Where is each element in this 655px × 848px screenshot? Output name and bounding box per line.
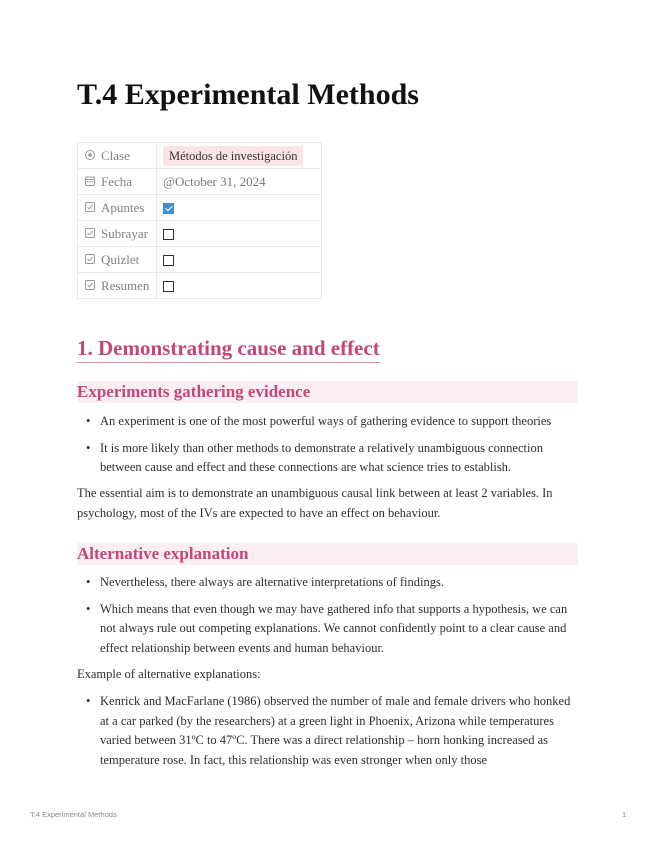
checkbox-property-icon (84, 279, 96, 291)
paragraph: Example of alternative explanations: (77, 667, 261, 681)
list-item: • An experiment is one of the most powerful ways of gathering evidence to support theories (77, 412, 578, 432)
property-row-apuntes (78, 195, 322, 221)
properties-table (77, 142, 322, 299)
fecha-value[interactable]: @October 31, 2024 (163, 173, 266, 189)
checkbox-property-icon (84, 253, 96, 265)
section-heading: 1. Demonstrating cause and effect (77, 336, 380, 363)
subrayar-checkbox[interactable] (163, 229, 174, 240)
list-item: • Which means that even though we may have gathered info that supports a hypothesis, we can not always rule out competing explanations. We cannot confidently point to a clear cause and effect relationship between events and human behaviour. (77, 600, 578, 659)
target-icon (84, 149, 96, 161)
property-label: Subrayar (101, 225, 148, 241)
calendar-icon (84, 175, 96, 187)
clase-tag[interactable]: Métodos de investigación (163, 146, 303, 166)
footer-title: T.4 Experimental Methods (30, 810, 117, 819)
checkbox-property-icon (84, 201, 96, 213)
property-label: Quizlet (101, 251, 140, 267)
list-item: • It is more likely than other methods to demonstrate a relatively unambiguous connection between cause and effect and these connections are what science tries to establish. (77, 439, 578, 478)
property-row-resumen (78, 273, 322, 299)
subheading-experiments: Experiments gathering evidence (77, 381, 578, 403)
property-label: Clase (101, 147, 130, 163)
resumen-checkbox[interactable] (163, 281, 174, 292)
bullet-list (77, 573, 578, 665)
page-number: 1 (622, 810, 627, 819)
page-title: T.4 Experimental Methods (77, 78, 419, 111)
paragraph: The essential aim is to demonstrate an unambiguous causal link between at least 2 variables. In psychology, most of the IVs are expected to have an effect on behaviour. (77, 486, 553, 520)
property-label: Resumen (101, 277, 150, 293)
subheading-alternative: Alternative explanation (77, 543, 578, 565)
property-label: Fecha (101, 173, 133, 189)
bullet-list (77, 412, 578, 485)
quizlet-checkbox[interactable] (163, 255, 174, 266)
property-label: Apuntes (101, 199, 145, 215)
apuntes-checkbox[interactable] (163, 203, 174, 214)
list-item: • Nevertheless, there always are alternative interpretations of findings. (77, 573, 578, 593)
property-row-fecha (78, 169, 322, 195)
property-row-quizlet (78, 247, 322, 273)
checkbox-property-icon (84, 227, 96, 239)
list-item: • Kenrick and MacFarlane (1986) observed the number of male and female drivers who honked at a car parked (by the researchers) at a green light in Phoenix, Arizona while temperatures varied between 31ºC to 47ºC. There was a direct relationship – horn honking increased as temperature rose. In fact, this relationship was even stronger when only those (77, 692, 578, 770)
property-row-subrayar (78, 221, 322, 247)
bullet-list (77, 692, 578, 777)
property-row-clase (78, 143, 322, 169)
